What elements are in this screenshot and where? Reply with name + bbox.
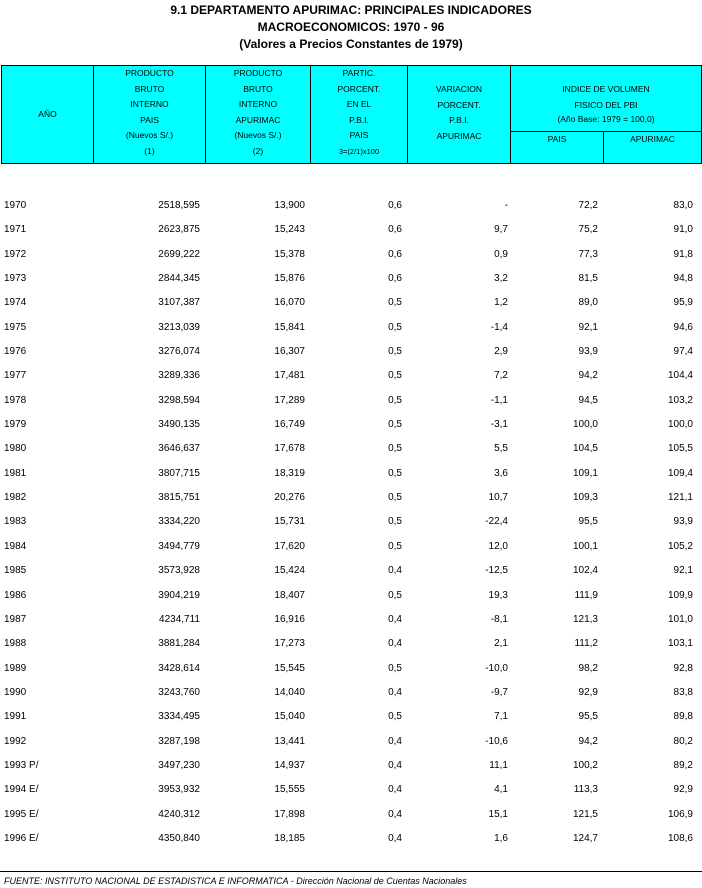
cell-indice-apurimac: 105,2 [667, 540, 693, 552]
cell-year: 1974 [4, 297, 27, 309]
cell-year: 1975 [4, 321, 27, 333]
cell-variacion: 9,7 [494, 224, 508, 236]
table-row [0, 733, 702, 757]
footer-divider [0, 871, 702, 872]
header-particip-l4: P.B.I. [349, 114, 369, 125]
cell-year: 1996 E/ [4, 832, 39, 844]
cell-indice-apurimac: 92,9 [673, 784, 693, 796]
cell-year: 1978 [4, 394, 27, 406]
header-pbi-pais-l2: BRUTO [134, 83, 165, 94]
header-indice-l2: FISICO DEL PBI [574, 99, 638, 110]
cell-indice-pais: 95,5 [578, 516, 598, 528]
header-pbi-apurimac [206, 66, 311, 164]
cell-pbi-apurimac: 15,731 [274, 516, 305, 528]
cell-particip: 0,4 [388, 832, 402, 844]
cell-variacion: 5,5 [494, 443, 508, 455]
header-pbi-pais-l6: (1) [144, 145, 155, 156]
header-pbi-pais-l4: PAIS [140, 114, 159, 125]
cell-variacion: 15,1 [488, 808, 508, 820]
cell-pbi-apurimac: 15,841 [274, 321, 305, 333]
cell-indice-apurimac: 94,8 [673, 273, 693, 285]
cell-pbi-pais: 2844,345 [158, 273, 200, 285]
cell-indice-pais: 94,2 [578, 370, 598, 382]
cell-indice-pais: 109,3 [572, 492, 598, 504]
cell-pbi-pais: 3213,039 [158, 321, 200, 333]
table-row [0, 806, 702, 830]
cell-pbi-apurimac: 18,319 [274, 467, 305, 479]
header-variacion-l1: VARIACION [435, 84, 483, 94]
cell-variacion: - [504, 200, 508, 211]
cell-variacion: 2,9 [494, 346, 508, 358]
table-row [0, 562, 702, 586]
cell-particip: 0,6 [388, 248, 402, 260]
cell-indice-apurimac: 89,2 [673, 759, 693, 771]
cell-indice-pais: 94,5 [578, 394, 598, 406]
cell-variacion: 7,2 [494, 370, 508, 382]
cell-variacion: -12,5 [485, 565, 508, 577]
cell-variacion: -9,7 [490, 686, 508, 698]
header-pbi-pais-l1: PRODUCTO [125, 68, 174, 78]
cell-pbi-pais: 3497,230 [158, 759, 200, 771]
cell-indice-pais: 89,0 [578, 297, 598, 309]
cell-indice-apurimac: 97,4 [673, 346, 693, 358]
cell-pbi-pais: 3490,135 [158, 419, 200, 431]
cell-pbi-pais: 3334,220 [158, 516, 200, 528]
cell-indice-pais: 124,7 [572, 832, 598, 844]
header-indice-apurimac: APURIMAC [604, 132, 702, 164]
cell-year: 1980 [4, 443, 27, 455]
cell-indice-apurimac: 109,4 [667, 467, 693, 479]
cell-year: 1986 [4, 589, 27, 601]
cell-year: 1990 [4, 686, 27, 698]
cell-particip: 0,4 [388, 784, 402, 796]
cell-variacion: 2,1 [494, 638, 508, 650]
table-row [0, 538, 702, 562]
cell-indice-apurimac: 83,0 [673, 200, 693, 211]
cell-variacion: -1,1 [490, 394, 508, 406]
cell-particip: 0,5 [388, 589, 402, 601]
cell-particip: 0,5 [388, 321, 402, 333]
header-variacion-l2: PORCENT. [437, 99, 481, 110]
cell-pbi-apurimac: 15,545 [274, 662, 305, 674]
cell-indice-apurimac: 92,1 [673, 565, 693, 577]
cell-pbi-apurimac: 18,407 [274, 589, 305, 601]
cell-year: 1992 [4, 735, 27, 747]
cell-year: 1981 [4, 467, 27, 479]
cell-variacion: -3,1 [490, 419, 508, 431]
header-particip-l1: PARTIC. [342, 68, 376, 78]
cell-indice-pais: 93,9 [578, 346, 598, 358]
cell-particip: 0,5 [388, 492, 402, 504]
cell-year: 1982 [4, 492, 27, 504]
header-particip-l2: PORCENT. [337, 83, 381, 94]
cell-pbi-apurimac: 16,070 [274, 297, 305, 309]
cell-variacion: 0,9 [494, 248, 508, 260]
cell-year: 1983 [4, 516, 27, 528]
cell-particip: 0,4 [388, 638, 402, 650]
cell-year: 1991 [4, 711, 27, 723]
header-anio: AÑO [2, 66, 94, 164]
cell-pbi-pais: 3646,637 [158, 443, 200, 455]
cell-year: 1971 [4, 224, 27, 236]
cell-pbi-pais: 4240,312 [158, 808, 200, 820]
cell-particip: 0,4 [388, 735, 402, 747]
cell-variacion: 1,6 [494, 832, 508, 844]
title-line-3: (Valores a Precios Constantes de 1979) [239, 37, 463, 51]
cell-year: 1984 [4, 540, 27, 552]
table-row [0, 781, 702, 805]
title-line-2: MACROECONOMICOS: 1970 - 96 [257, 20, 445, 34]
cell-pbi-apurimac: 17,678 [274, 443, 305, 455]
cell-particip: 0,5 [388, 443, 402, 455]
table-row [0, 343, 702, 367]
cell-variacion: -10,6 [485, 735, 508, 747]
cell-indice-apurimac: 103,2 [667, 394, 693, 406]
cell-indice-pais: 111,2 [574, 638, 598, 650]
cell-indice-apurimac: 83,8 [673, 686, 693, 698]
cell-pbi-pais: 3807,715 [158, 467, 200, 479]
cell-year: 1972 [4, 248, 27, 260]
cell-pbi-apurimac: 17,620 [274, 540, 305, 552]
table-row [0, 392, 702, 416]
header-pbi-pais-l3: INTERNO [130, 99, 169, 109]
cell-indice-apurimac: 92,8 [673, 662, 693, 674]
cell-indice-pais: 121,3 [572, 613, 598, 625]
header-pbi-apurimac-l1: PRODUCTO [233, 68, 283, 78]
cell-indice-apurimac: 100,0 [667, 419, 693, 431]
cell-pbi-pais: 3904,219 [158, 589, 200, 601]
cell-particip: 0,5 [388, 370, 402, 382]
cell-indice-pais: 92,9 [578, 686, 598, 698]
cell-pbi-apurimac: 15,424 [274, 565, 305, 577]
cell-variacion: 1,2 [494, 297, 508, 309]
cell-indice-apurimac: 103,1 [667, 638, 693, 650]
cell-year: 1987 [4, 613, 27, 625]
cell-indice-pais: 113,3 [573, 784, 598, 796]
header-pbi-apurimac-l4: APURIMAC [235, 114, 281, 125]
header-variacion-l3: P.B.I. [449, 115, 469, 125]
cell-year: 1988 [4, 638, 27, 650]
header-indice-l3: (Año Base: 1979 = 100,0) [557, 114, 655, 124]
cell-particip: 0,5 [388, 297, 402, 309]
header-variacion-l4: APURIMAC [436, 130, 482, 141]
cell-variacion: -8,1 [490, 613, 508, 625]
cell-year: 1995 E/ [4, 808, 39, 820]
cell-indice-apurimac: 101,0 [667, 613, 693, 625]
cell-pbi-pais: 4350,840 [158, 832, 200, 844]
cell-indice-pais: 98,2 [578, 662, 598, 674]
cell-particip: 0,4 [388, 808, 402, 820]
cell-pbi-pais: 2623,875 [158, 224, 200, 236]
cell-pbi-apurimac: 20,276 [274, 492, 305, 504]
cell-particip: 0,5 [388, 419, 402, 431]
cell-pbi-apurimac: 16,307 [274, 346, 305, 358]
cell-indice-pais: 72,2 [578, 200, 598, 211]
cell-year: 1994 E/ [4, 784, 39, 796]
header-particip-l6: 3=(2/1)x100 [338, 146, 380, 156]
header-indice-l1: INDICE DE VOLUMEN [562, 84, 650, 94]
cell-particip: 0,6 [388, 200, 402, 211]
cell-indice-pais: 94,2 [578, 735, 598, 747]
table-row [0, 489, 702, 513]
header-particip [311, 66, 408, 164]
table-row [0, 757, 702, 781]
cell-indice-apurimac: 109,9 [667, 589, 693, 601]
cell-year: 1989 [4, 662, 27, 674]
cell-pbi-apurimac: 15,555 [274, 784, 305, 796]
cell-particip: 0,6 [388, 273, 402, 285]
cell-year: 1993 P/ [4, 759, 39, 771]
cell-indice-apurimac: 121,1 [667, 492, 693, 504]
cell-pbi-apurimac: 17,273 [274, 638, 305, 650]
header-variacion [408, 66, 511, 164]
cell-indice-apurimac: 94,6 [673, 321, 693, 333]
table-row [0, 513, 702, 537]
header-pbi-apurimac-l5: (Nuevos S/.) [234, 130, 282, 140]
cell-indice-pais: 109,1 [572, 467, 598, 479]
cell-variacion: 3,6 [494, 467, 508, 479]
cell-pbi-pais: 3287,198 [158, 735, 200, 747]
cell-pbi-apurimac: 15,040 [274, 711, 305, 723]
cell-indice-pais: 75,2 [578, 224, 598, 236]
header-pbi-apurimac-l6: (2) [252, 145, 264, 156]
cell-pbi-apurimac: 17,481 [274, 370, 305, 382]
cell-indice-apurimac: 89,8 [673, 711, 693, 723]
header-indice [511, 66, 702, 132]
header-pbi-pais [94, 66, 206, 164]
cell-indice-apurimac: 80,2 [673, 735, 693, 747]
cell-variacion: 12,0 [488, 540, 508, 552]
cell-pbi-apurimac: 14,040 [274, 686, 305, 698]
cell-pbi-pais: 3289,336 [158, 370, 200, 382]
table-body [0, 197, 702, 854]
cell-indice-apurimac: 93,9 [673, 516, 693, 528]
cell-indice-pais: 100,0 [572, 419, 598, 431]
cell-pbi-apurimac: 18,185 [274, 832, 305, 844]
cell-particip: 0,5 [388, 346, 402, 358]
cell-indice-pais: 95,5 [578, 711, 598, 723]
cell-pbi-apurimac: 14,937 [274, 759, 305, 771]
header-particip-l5: PAIS [349, 130, 369, 140]
cell-indice-pais: 111,9 [574, 589, 598, 601]
cell-particip: 0,5 [388, 711, 402, 723]
cell-pbi-apurimac: 15,876 [274, 273, 305, 285]
header-pbi-apurimac-l2: BRUTO [243, 83, 273, 94]
title-line-1: 9.1 DEPARTAMENTO APURIMAC: PRINCIPALES INDICADORES [170, 3, 532, 17]
cell-variacion: -1,4 [490, 321, 508, 333]
cell-pbi-pais: 3881,284 [158, 638, 200, 650]
cell-indice-apurimac: 91,8 [673, 248, 693, 260]
cell-year: 1977 [4, 370, 27, 382]
table-row [0, 367, 702, 391]
table-row [0, 319, 702, 343]
table-row [0, 416, 702, 440]
cell-indice-apurimac: 106,9 [667, 808, 693, 820]
cell-indice-pais: 81,5 [578, 273, 598, 285]
cell-indice-pais: 121,5 [572, 808, 598, 820]
header-indice-pais: PAIS [511, 132, 604, 164]
cell-pbi-pais: 3953,932 [158, 784, 200, 796]
table-row [0, 684, 702, 708]
cell-particip: 0,4 [388, 759, 402, 771]
cell-particip: 0,5 [388, 662, 402, 674]
cell-particip: 0,5 [388, 516, 402, 528]
cell-pbi-pais: 3815,751 [158, 492, 200, 504]
cell-indice-pais: 92,1 [578, 321, 598, 333]
cell-indice-apurimac: 105,5 [667, 443, 693, 455]
header-pbi-pais-l5: (Nuevos S/.) [125, 130, 174, 140]
cell-indice-apurimac: 91,0 [673, 224, 693, 236]
table-row [0, 611, 702, 635]
cell-variacion: -22,4 [485, 516, 508, 528]
cell-indice-pais: 100,1 [572, 540, 598, 552]
cell-year: 1985 [4, 565, 27, 577]
cell-particip: 0,4 [388, 686, 402, 698]
cell-variacion: 19,3 [488, 589, 508, 601]
cell-variacion: -10,0 [485, 662, 508, 674]
table-row [0, 830, 702, 854]
cell-pbi-apurimac: 15,378 [274, 248, 305, 260]
table-row [0, 294, 702, 318]
header-pbi-apurimac-l3: INTERNO [238, 99, 278, 109]
cell-particip: 0,4 [388, 565, 402, 577]
cell-pbi-pais: 3298,594 [158, 394, 200, 406]
cell-indice-pais: 104,5 [572, 443, 598, 455]
table-row [0, 197, 702, 221]
header-particip-l3: EN EL [346, 99, 372, 109]
cell-year: 1973 [4, 273, 27, 285]
cell-particip: 0,5 [388, 467, 402, 479]
cell-variacion: 7,1 [494, 711, 508, 723]
cell-year: 1979 [4, 419, 27, 431]
cell-pbi-pais: 4234,711 [159, 613, 200, 625]
table-header [1, 65, 702, 164]
cell-indice-apurimac: 95,9 [673, 297, 693, 309]
cell-variacion: 10,7 [488, 492, 508, 504]
cell-particip: 0,6 [388, 224, 402, 236]
cell-indice-apurimac: 104,4 [667, 370, 693, 382]
cell-pbi-pais: 3276,074 [158, 346, 200, 358]
cell-particip: 0,5 [388, 540, 402, 552]
cell-pbi-apurimac: 13,900 [274, 200, 305, 211]
cell-indice-pais: 100,2 [572, 759, 598, 771]
table-row [0, 635, 702, 659]
source-footnote: FUENTE: INSTITUTO NACIONAL DE ESTADISTICA E INFORMATICA - Dirección Nacional de Cuentas Nacionales [4, 876, 467, 886]
table-row [0, 270, 702, 294]
table-row [0, 440, 702, 464]
cell-variacion: 11,1 [489, 759, 508, 771]
cell-variacion: 4,1 [494, 784, 508, 796]
cell-indice-apurimac: 108,6 [667, 832, 693, 844]
cell-particip: 0,4 [388, 613, 402, 625]
cell-year: 1970 [4, 200, 27, 211]
cell-pbi-pais: 3107,387 [158, 297, 200, 309]
cell-indice-pais: 102,4 [572, 565, 598, 577]
cell-year: 1976 [4, 346, 27, 358]
cell-pbi-pais: 3428,614 [158, 662, 200, 674]
cell-pbi-pais: 3243,760 [158, 686, 200, 698]
cell-pbi-apurimac: 16,916 [274, 613, 305, 625]
table-row [0, 587, 702, 611]
cell-particip: 0,5 [388, 394, 402, 406]
table-row [0, 660, 702, 684]
cell-pbi-pais: 2518,595 [158, 200, 200, 211]
cell-pbi-apurimac: 16,749 [274, 419, 305, 431]
table-row [0, 221, 702, 245]
cell-indice-pais: 77,3 [578, 248, 598, 260]
cell-pbi-apurimac: 17,898 [274, 808, 305, 820]
table-row [0, 708, 702, 732]
cell-pbi-apurimac: 15,243 [274, 224, 305, 236]
cell-pbi-pais: 3334,495 [158, 711, 200, 723]
cell-pbi-apurimac: 13,441 [274, 735, 305, 747]
table-row [0, 246, 702, 270]
table-row [0, 465, 702, 489]
cell-variacion: 3,2 [494, 273, 508, 285]
report-title [0, 2, 702, 53]
cell-pbi-pais: 2699,222 [158, 248, 200, 260]
cell-pbi-apurimac: 17,289 [274, 394, 305, 406]
cell-pbi-pais: 3494,779 [158, 540, 200, 552]
cell-pbi-pais: 3573,928 [158, 565, 200, 577]
